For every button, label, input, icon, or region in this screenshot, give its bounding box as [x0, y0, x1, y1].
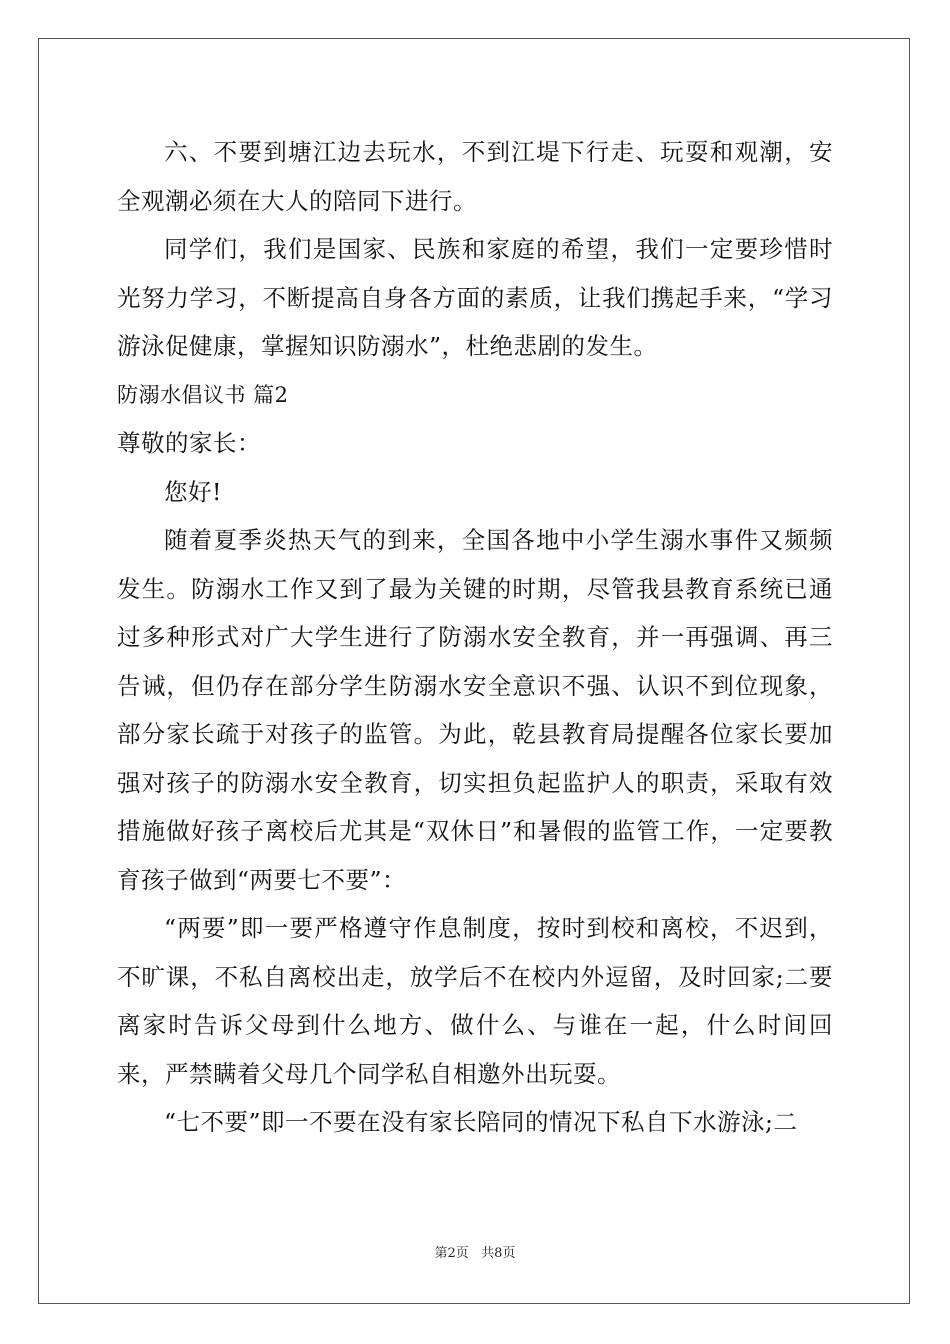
document-body	[117, 128, 833, 1147]
greeting: 您好!	[164, 477, 222, 506]
paragraph-safety-rule-six: 六、不要到塘江边去玩水，不到江堤下行走、玩耍和观潮，安全观潮必须在大人的陪同下进行。	[117, 138, 833, 215]
paragraph-seven-donts: “七不要”即一不要在没有家长陪同的情况下私自下水游泳;二	[164, 1108, 798, 1136]
paragraph-summer-warning: 随着夏季炎热天气的到来，全国各地中小学生溺水事件又频频发生。防溺水工作又到了最为关键的时期，尽管我县教育系统已通过多种形式对广大学生进行了防溺水安全教育，并一再强调、再三告诫，但仍存在部分学生防溺水安全意识不强、认识不到位现象，部分家长疏于对孩子的监管。为此，乾县教育局提醒各位家长要加强对孩子的防溺水安全教育，切实担负起监护人的职责，采取有效措施做好孩子离校后尤其是“双休日”和暑假的监管工作，一定要教育孩子做到“两要七不要”：	[117, 526, 833, 894]
salutation: 尊敬的家长：	[117, 429, 261, 457]
section-heading: 防溺水倡议书 篇2	[117, 382, 289, 407]
paragraph-two-musts: “两要”即一要严格遵守作息制度，按时到校和离校，不迟到，不旷课，不私自离校出走，放学后不在校内外逗留，及时回家;二要离家时告诉父母到什么地方、做什么、与谁在一起，什么时间回来，严禁瞒着父母几个同学私自相邀外出玩耍。	[117, 914, 833, 1088]
paragraph-students-appeal: 同学们，我们是国家、民族和家庭的希望，我们一定要珍惜时光努力学习，不断提高自身各方面的素质，让我们携起手来，“学习游泳促健康，掌握知识防溺水”，杜绝悲剧的发生。	[117, 235, 833, 360]
page-number-footer: 第2页 共8页	[434, 1246, 516, 1261]
